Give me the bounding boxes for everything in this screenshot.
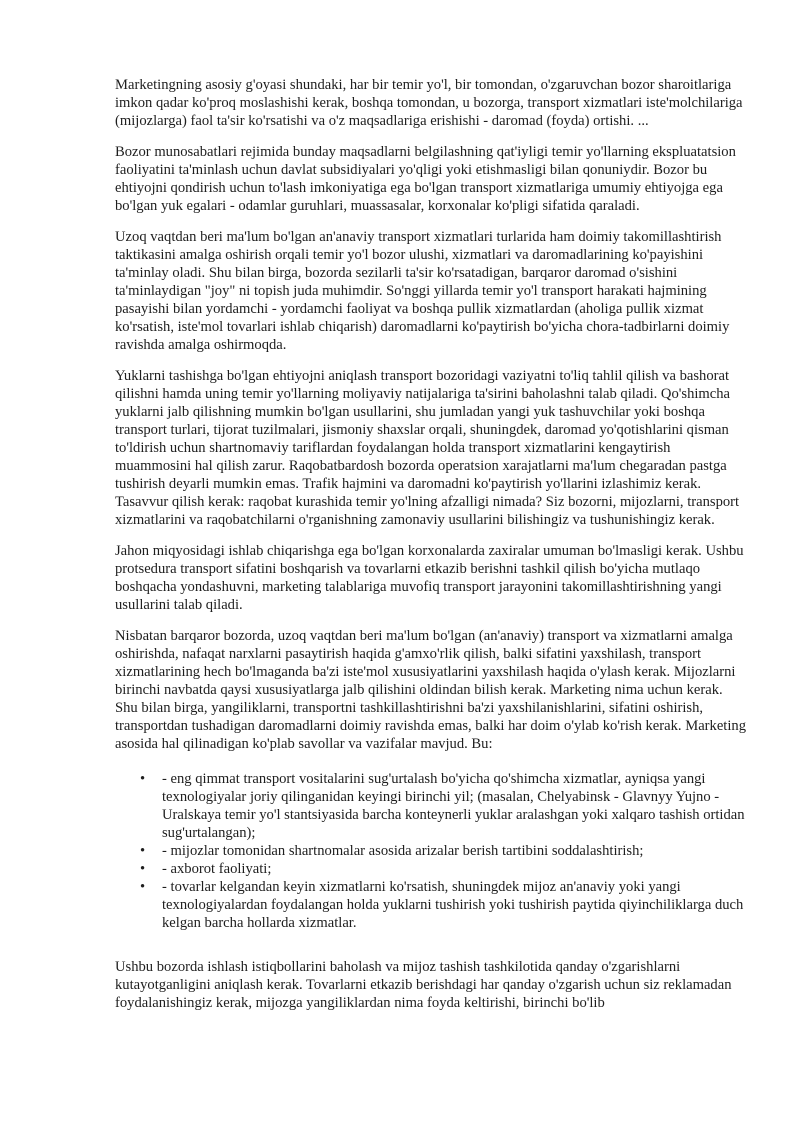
paragraph-1: Marketingning asosiy g'oyasi shundaki, har bir temir yo'l, bir tomondan, o'zgaruvchan bozor sharoitlariga imkon qadar ko'proq moslashishi kerak, boshqa tomondan, u bozorga, transport xizmatlari iste'molchilariga (mijozlarga) faol ta'sir ko'rsatishi va o'z maqsadlariga erishishi - daromad (foyda) ortishi. ...: [115, 77, 743, 129]
list-item-text: - mijozlar tomonidan shartnomalar asosida arizalar berish tartibini soddalashtirish;: [162, 843, 644, 859]
list-item-text: - eng qimmat transport vositalarini sug'urtalash bo'yicha qo'shimcha xizmatlar, ayniqsa yangi texnologiyalar joriy qilinganidan keyingi birinchi yil; (masalan, Chelyabinsk - Glavnyy Yujno - Uralskaya temir yo'l stantsiyasida barcha konteynerli yuklar aralashgan yoki xalqaro tashish ortidan sug'urtalangan);: [162, 771, 745, 841]
document-body: [115, 76, 747, 1025]
bullet-marker: •: [140, 771, 146, 787]
list-item-text: - tovarlar kelgandan keyin xizmatlarni ko'rsatish, shuningdek mijoz an'anaviy yoki yangi texnologiyalardan foydalangan holda yuklarni tushirish yoki tushirish paytida qiyinchiliklarga duch kelgan barcha hollarda xizmatlar.: [162, 879, 744, 931]
bullet-marker: •: [140, 843, 146, 859]
list-item-text: - axborot faoliyati;: [162, 861, 272, 877]
bullet-marker: •: [140, 879, 146, 895]
paragraph-2: Bozor munosabatlari rejimida bunday maqsadlarni belgilashning qat'iyligi temir yo'llarning ekspluatatsion faoliyatini ta'minlash uchun davlat subsidiyalari yo'qligi yoki etishmasligi bilan qonuniydir. Bozor bu ehtiyojni qondirish uchun to'lash imkoniyatiga ega bo'lgan transport xizmatlariga umumiy ehtiyojga ega bo'lgan yuk egalari - odamlar guruhlari, muassasalar, korxonalar ko'pligi sifatida qaraladi.: [115, 144, 736, 214]
paragraph-4: Yuklarni tashishga bo'lgan ehtiyojni aniqlash transport bozoridagi vaziyatni to'liq tahlil qilish va bashorat qilishni hamda uning temir yo'llarning moliyaviy natijalariga ta'sirini baholashni talab qiladi. Qo'shimcha yuklarni jalb qilishning mumkin bo'lgan usullarini, shu jumladan yangi yuk tashuvchilar yoki boshqa transport turlari, tijorat tuzilmalari, jismoniy shaxslar orqali, shuningdek, daromad yo'qotishlarini qisman to'ldirish uchun shartnomaviy tariflardan foydalangan holda transport xizmatlarini kengaytirish muammosini hal qilish zarur. Raqobatbardosh bozorda operatsion xarajatlarni ma'lum chegaradan pastga tushirish deyarli mumkin emas. Trafik hajmini va daromadni ko'paytirish yo'llarini izlashimiz kerak. Tasavvur qilish kerak: raqobat kurashida temir yo'lning afzalligi nimada? Siz bozorni, mijozlarni, transport xizmatlarini va raqobatchilarni o'rganishning zamonaviy usullarini bilishingiz va tushunishingiz kerak.: [115, 368, 740, 528]
list-item: [115, 878, 747, 932]
paragraph-7: Ushbu bozorda ishlash istiqbollarini baholash va mijoz tashish tashkilotida qanday o'zgarishlarni kutayotganligini aniqlash kerak. Tovarlarni etkazib berishdagi har qanday o'zgarish uchun siz reklamadan foydalanishingiz kerak, mijozga yangiliklardan nima foyda keltirishi, birinchi bo'lib: [115, 959, 732, 1011]
paragraph-3: Uzoq vaqtdan beri ma'lum bo'lgan an'anaviy transport xizmatlari turlarida ham doimiy takomillashtirish taktikasini amalga oshirish orqali temir yo'l bozor ulushi, xizmatlari va daromadlarining ko'payishini ta'minlay oladi. Shu bilan birga, bozorda sezilarli ta'sir ko'rsatadigan, barqaror daromad o'sishini ta'minlaydigan "joy" ni topish juda muhimdir. So'nggi yillarda temir yo'l transport harakati hajmining pasayishi bilan yordamchi - yordamchi faoliyat va boshqa pullik xizmatlardan (aholiga pullik xizmat ko'rsatish, iste'mol tovarlari ishlab chiqarish) daromadlarni ko'paytirish bo'yicha chora-tadbirlarni doimiy ravishda amalga oshirmoqda.: [115, 229, 730, 353]
bullet-list: [115, 770, 747, 932]
paragraph-6: Nisbatan barqaror bozorda, uzoq vaqtdan beri ma'lum bo'lgan (an'anaviy) transport va xizmatlarni amalga oshirishda, nafaqat narxlarni pasaytirish haqida g'amxo'rlik qilish, balki sifatini yaxshilash, transport xizmatlarining hech bo'lmaganda ba'zi iste'mol xususiyatlarini yaxshilash haqida o'ylash kerak. Mijozlarni birinchi navbatda qaysi xususiyatlarga jalb qilishini oldindan bilish kerak. Marketing nima uchun kerak. Shu bilan birga, yangiliklarni, transportni tashkillashtirishni ba'zi yaxshilanishlarini, sifatini oshirish, transportdan tushadigan daromadlarni doimiy ravishda emas, balki har doim o'ylab ko'rish kerak. Marketing asosida hal qilinadigan ko'plab savollar va vazifalar mavjud. Bu:: [115, 628, 747, 752]
list-item: [115, 770, 747, 842]
list-item: [115, 860, 747, 878]
bullet-marker: •: [140, 861, 146, 877]
paragraph-5: Jahon miqyosidagi ishlab chiqarishga ega bo'lgan korxonalarda zaxiralar umuman bo'lmasligi kerak. Ushbu protsedura transport sifatini boshqarish va tovarlarni etkazib berishni tashkil qilish bo'yicha mutlaqo boshqacha yondashuvni, marketing talablariga muvofiq transport jarayonini takomillashtirishning yangi usullarini talab qiladi.: [115, 543, 744, 613]
list-item: [115, 842, 747, 860]
